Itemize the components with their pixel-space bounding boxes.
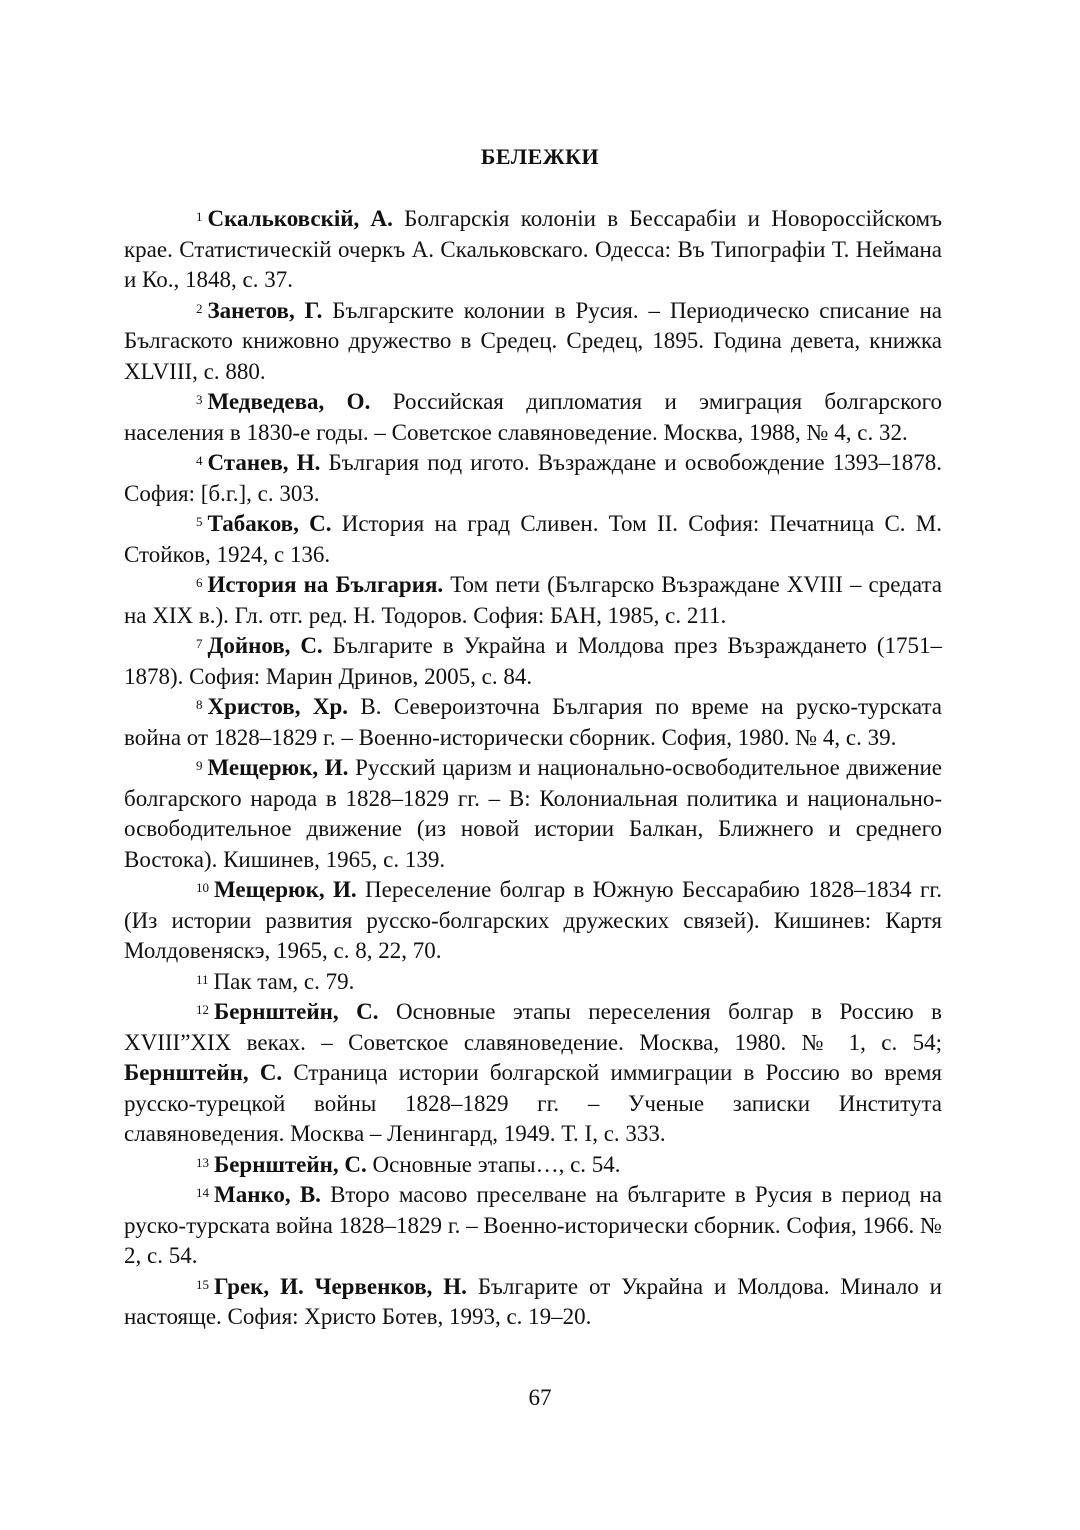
page-title: БЕЛЕЖКИ <box>480 144 600 169</box>
note-number: 2 <box>196 300 203 316</box>
note-author: Дойнов, С. <box>207 633 323 658</box>
note-author: Медведева, О. <box>207 389 371 414</box>
note-5 <box>124 509 942 570</box>
note-author: Христов, Хр. <box>207 694 348 719</box>
note-author: Скальковскій, А. <box>207 206 393 231</box>
note-number: 7 <box>196 636 203 651</box>
note-text: Българите в Украйна и Молдова през Възраждането (1751–1878). София: Марин Дринов, 2005, с. 84. <box>124 633 942 689</box>
note-15 <box>124 1272 942 1333</box>
note-text: Русский царизм и национально-освободительное движение болгарского народа в 1828–1829 гг. – В: Колониальная политика и национально-освободительное движение (из новой истории Балкан, Ближнего и среднего Востока). Кишинев, 1965, с. 139. <box>124 755 943 872</box>
note-number: 1 <box>196 209 203 224</box>
note-3 <box>124 387 942 448</box>
note-author: Мещерюк, И. <box>207 755 349 780</box>
note-text: Пак там, с. 79. <box>213 968 355 994</box>
note-number: 6 <box>196 575 203 590</box>
note-author: Грек, И. Червенков, Н. <box>214 1273 467 1299</box>
note-text: Българите от Украйна и Молдова. Минало и настояще. София: Христо Ботев, 1993, с. 19–20. <box>124 1273 942 1329</box>
note-1 <box>124 204 942 296</box>
note-author-second: Бернштейн, С. <box>124 1060 283 1085</box>
note-12 <box>124 997 942 1150</box>
note-text-second: Страница истории болгарской иммиграции в Россию во время русско-турецкой войны 1828–1829 гг. – Ученые записки Института славяноведения. Москва – Ленингард, 1949. Т. I, с. 333. <box>124 1060 943 1146</box>
note-11 <box>124 967 942 998</box>
note-text: Основные этапы переселения болгар в Россию в XVIII”XIX веках. – Советское славяноведение. Москва, 1980. № 1, с. 54; <box>124 999 942 1055</box>
note-text: Переселение болгар в Южную Бессарабию 1828–1834 гг. (Из истории развития русско-болгарских дружеских связей). Кишинев: Картя Молдовеняскэ, 1965, с. 8, 22, 70. <box>124 877 943 963</box>
note-8 <box>124 692 942 753</box>
note-number: 8 <box>196 697 203 712</box>
note-number: 11 <box>196 971 209 987</box>
note-text: В. Североизточна България по време на руско-турската война от 1828–1829 г. – Военно-исторически сборник. София, 1980. № 4, с. 39. <box>124 694 942 750</box>
note-number: 15 <box>196 1276 209 1292</box>
note-number: 13 <box>196 1154 209 1170</box>
note-number: 5 <box>196 514 203 529</box>
note-author: Манко, В. <box>214 1182 321 1207</box>
page-number: 67 <box>528 1385 552 1410</box>
note-text: Болгарскія колоніи в Бессарабіи и Новороссійскомъ крае. Статистическій очеркъ А. Скальковскаго. Одесса: Въ Типографіи Т. Неймана и Ко., 1848, с. 37. <box>124 206 942 292</box>
note-4 <box>124 448 942 509</box>
note-author: Табаков, С. <box>207 511 332 536</box>
note-author: Занетов, Г. <box>207 297 323 323</box>
note-number: 14 <box>196 1185 209 1200</box>
note-number: 9 <box>196 758 203 773</box>
note-13 <box>124 1150 942 1181</box>
note-text: Второ масово преселване на българите в Русия в период на руско-турската война 1828–1829 г. – Военно-исторически сборник. София, 1966. № 2, с. 54. <box>124 1182 942 1268</box>
note-9 <box>124 753 942 875</box>
note-text: Том пети (Българско Възраждане XVIII – средата на XIX в.). Гл. отг. ред. Н. Тодоров. София: БАН, 1985, с. 211. <box>124 572 942 628</box>
note-7 <box>124 631 942 692</box>
note-10 <box>124 875 942 967</box>
note-number: 12 <box>196 1002 209 1017</box>
note-text: История на град Сливен. Том II. София: Печатница С. М. Стойков, 1924, с 136. <box>124 511 943 567</box>
note-text: България под игото. Възраждане и освобождение 1393–1878. София: [б.г.], с. 303. <box>124 450 942 506</box>
note-author: Бернштейн, С. <box>214 999 379 1024</box>
note-text: Българските колонии в Русия. – Периодическо списание на Бългаското книжовно дружество в Средец. Средец, 1895. Година девета, книжка XLVIII, с. 880. <box>124 297 943 384</box>
note-14 <box>124 1180 942 1272</box>
note-number: 10 <box>196 880 209 895</box>
note-author: История на България. <box>207 572 444 597</box>
note-author: Мещерюк, И. <box>214 877 357 902</box>
note-text: Российская дипломатия и эмиграция болгарского населения в 1830-е годы. – Советское славяноведение. Москва, 1988, № 4, с. 32. <box>124 389 943 445</box>
note-6 <box>124 570 942 631</box>
note-author: Станев, Н. <box>207 450 321 475</box>
notes-list <box>124 204 942 1333</box>
note-text: Основные этапы…, с. 54. <box>372 1151 621 1177</box>
note-author: Бернштейн, С. <box>214 1151 367 1177</box>
note-number: 4 <box>196 453 203 468</box>
note-2 <box>124 296 942 388</box>
note-number: 3 <box>196 392 203 407</box>
